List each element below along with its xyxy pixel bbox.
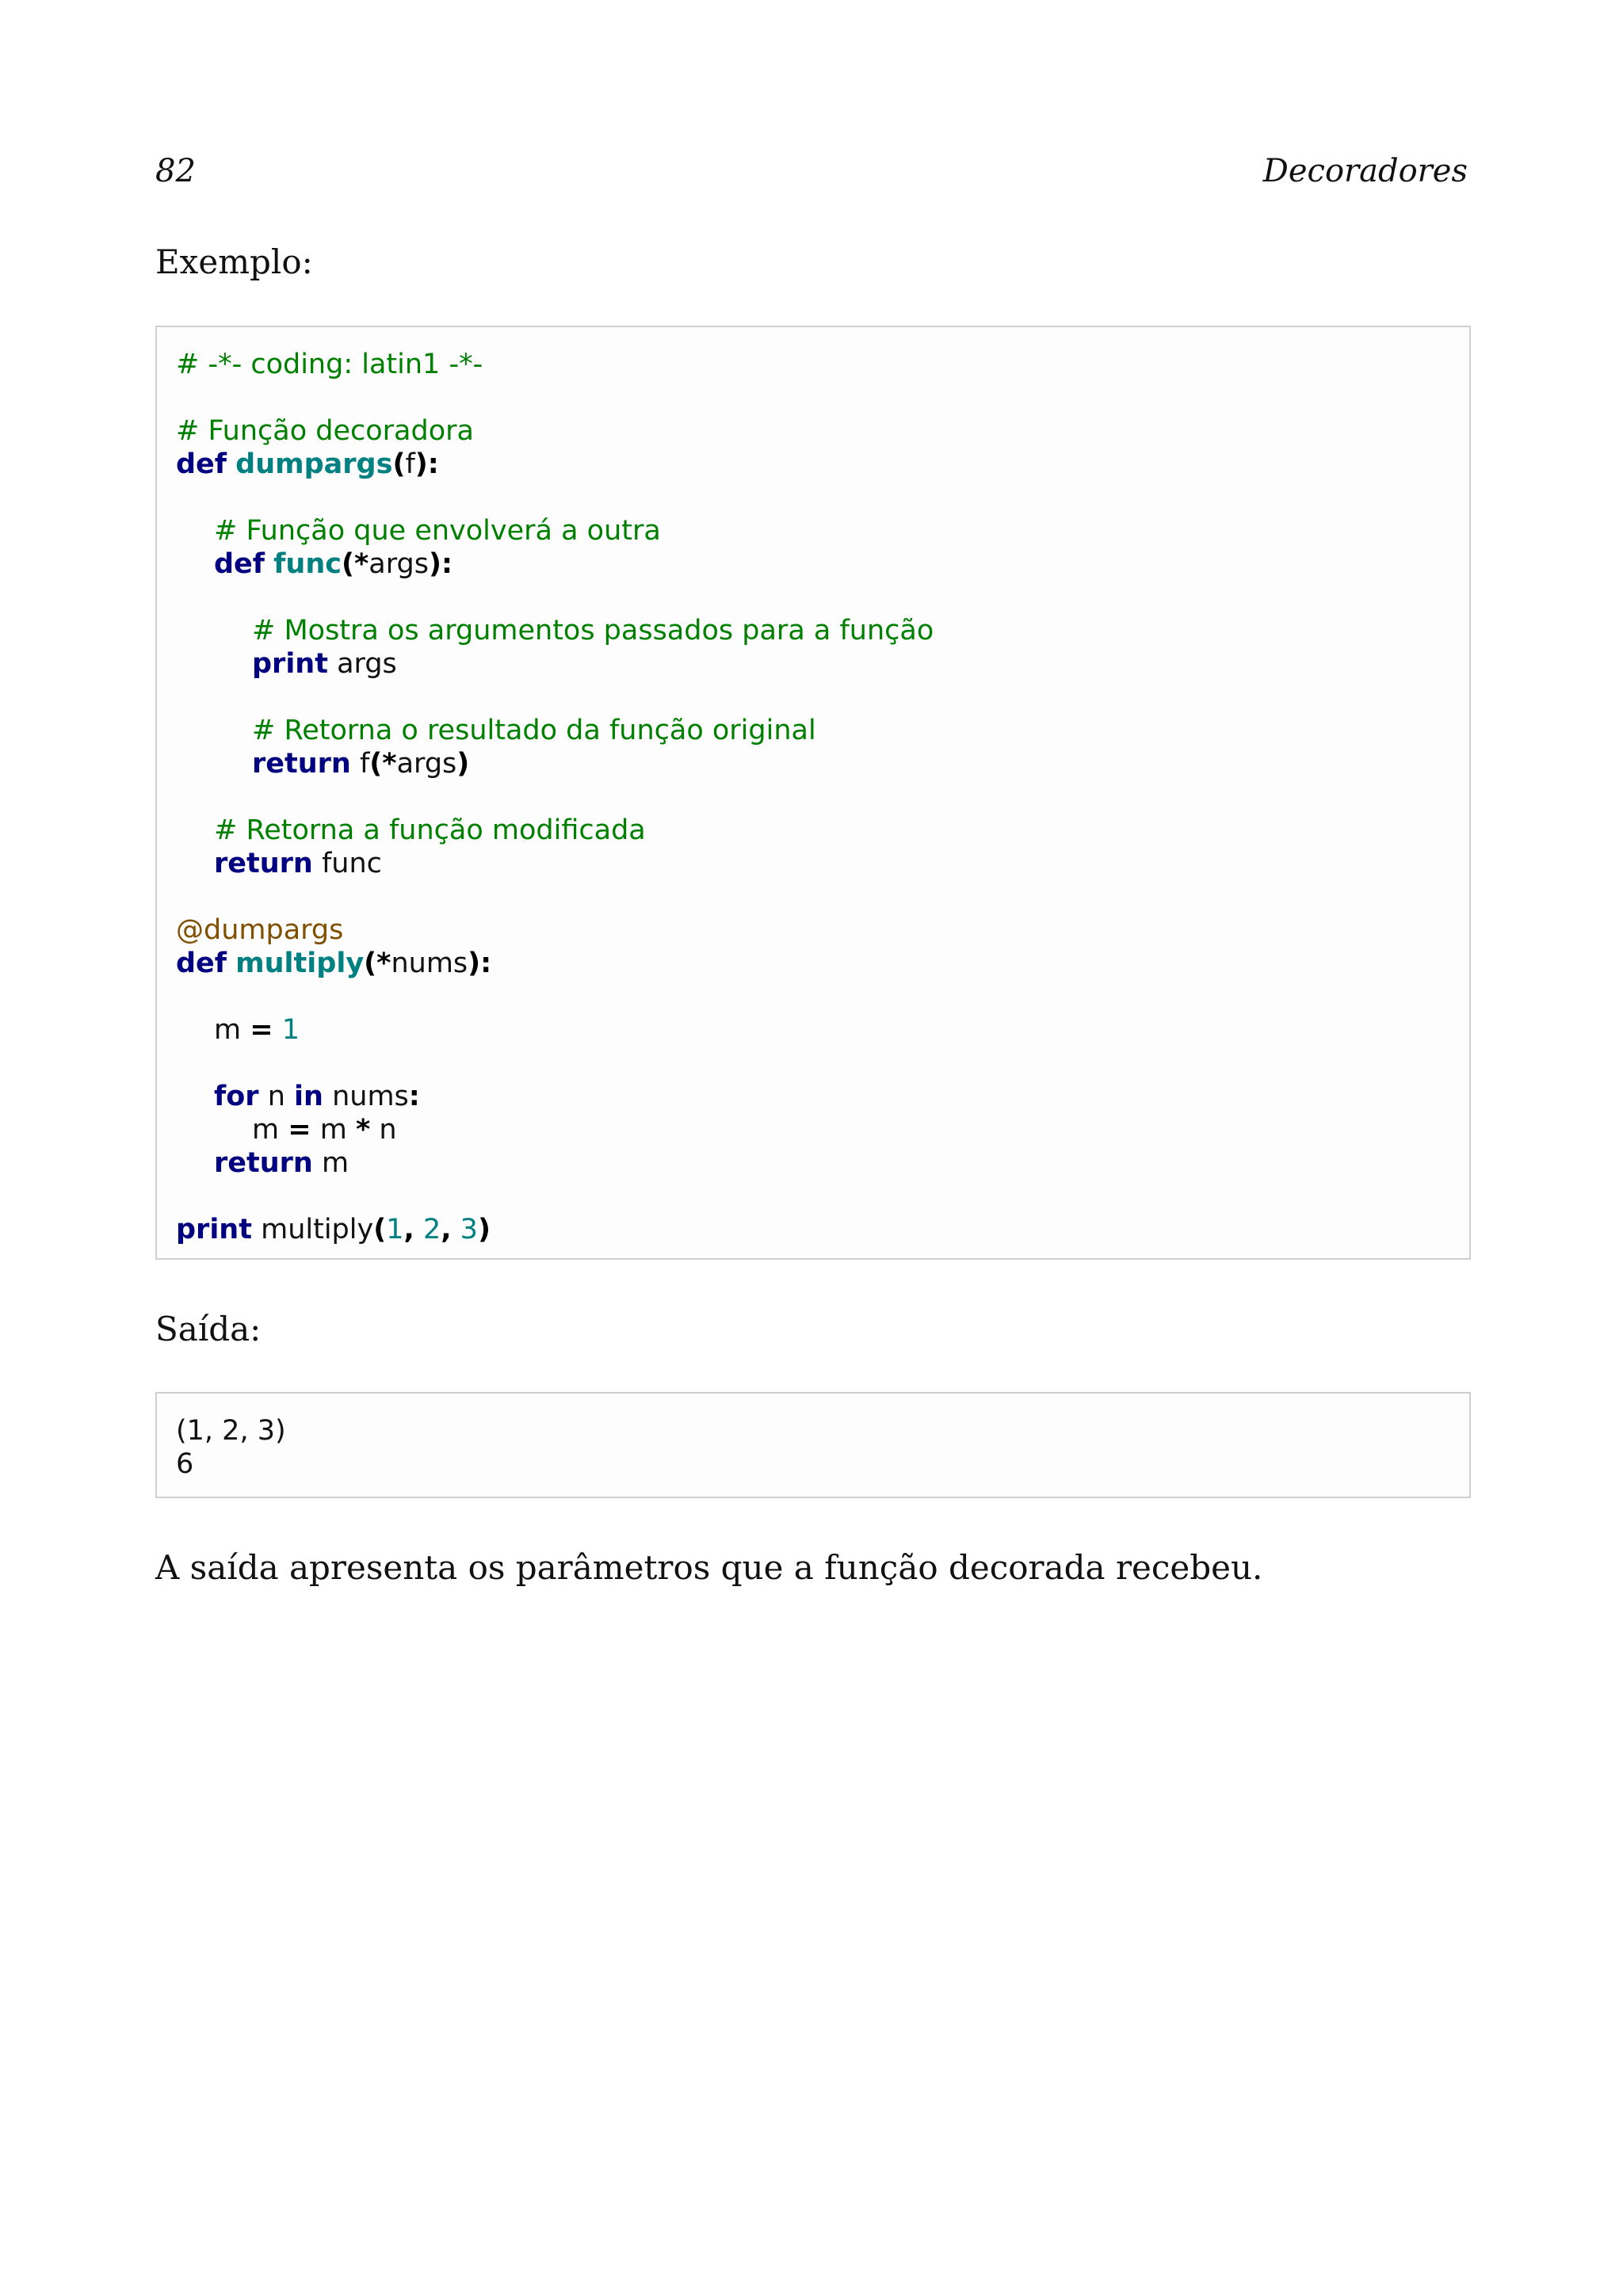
output-label: Saída: bbox=[155, 1310, 262, 1348]
code-identifier: args bbox=[396, 748, 457, 780]
code-function-name: multiply bbox=[235, 948, 365, 979]
code-line bbox=[176, 814, 1469, 847]
code-keyword: print bbox=[176, 1214, 252, 1245]
code-line bbox=[176, 514, 1469, 547]
code-identifier: args bbox=[337, 648, 397, 680]
code-blank-line bbox=[176, 880, 1469, 913]
code-function-name: dumpargs bbox=[235, 448, 393, 480]
example-label: Exemplo: bbox=[155, 242, 313, 281]
code-line bbox=[176, 1213, 1469, 1246]
code-operator: ): bbox=[468, 948, 492, 979]
code-line bbox=[176, 913, 1469, 947]
code-line bbox=[176, 1080, 1469, 1113]
code-keyword: return bbox=[214, 1147, 313, 1179]
code-identifier: nums bbox=[332, 1081, 409, 1112]
code-operator: ) bbox=[456, 748, 470, 780]
code-line bbox=[176, 1146, 1469, 1180]
chapter-title: Decoradores bbox=[1262, 153, 1468, 189]
code-number: 1 bbox=[386, 1214, 404, 1245]
code-line bbox=[176, 448, 1469, 481]
code-function-name: func bbox=[273, 548, 342, 580]
code-keyword: print bbox=[252, 648, 328, 680]
code-identifier: f bbox=[359, 748, 370, 780]
code-comment: # -*- coding: latin1 -*- bbox=[176, 349, 483, 380]
code-operator: * bbox=[355, 1114, 371, 1146]
code-number: 2 bbox=[422, 1214, 441, 1245]
code-blank-line bbox=[176, 980, 1469, 1013]
code-identifier: multiply bbox=[261, 1214, 374, 1245]
code-operator: , bbox=[403, 1214, 414, 1245]
code-keyword: return bbox=[252, 748, 351, 780]
code-operator: (* bbox=[364, 948, 391, 979]
code-comment: # Retorna o resultado da função original bbox=[252, 715, 816, 746]
code-line bbox=[176, 1013, 1469, 1047]
output-line: 6 bbox=[176, 1448, 194, 1480]
code-identifier: m bbox=[252, 1114, 280, 1146]
code-line bbox=[176, 714, 1469, 747]
code-keyword: def bbox=[176, 948, 227, 979]
code-operator: , bbox=[441, 1214, 452, 1245]
code-operator: (* bbox=[341, 548, 369, 580]
code-identifier: m bbox=[319, 1114, 347, 1146]
code-operator: ( bbox=[373, 1214, 387, 1245]
code-identifier: args bbox=[369, 548, 429, 580]
code-line bbox=[176, 947, 1469, 980]
code-keyword: def bbox=[176, 448, 227, 480]
code-operator: ): bbox=[428, 548, 453, 580]
code-blank-line bbox=[176, 581, 1469, 614]
code-operator: (* bbox=[369, 748, 397, 780]
code-comment: # Função que envolverá a outra bbox=[214, 515, 661, 547]
code-line bbox=[176, 1113, 1469, 1146]
code-operator: ) bbox=[477, 1214, 491, 1245]
code-line bbox=[176, 348, 1469, 381]
code-keyword: in bbox=[294, 1081, 323, 1112]
page-number: 82 bbox=[155, 153, 196, 189]
code-comment: # Mostra os argumentos passados para a função bbox=[252, 615, 934, 646]
code-comment: # Função decoradora bbox=[176, 415, 474, 447]
code-line bbox=[176, 547, 1469, 581]
code-blank-line bbox=[176, 780, 1469, 814]
output-line: (1, 2, 3) bbox=[176, 1415, 286, 1447]
code-comment: # Retorna a função modificada bbox=[214, 814, 646, 846]
code-operator: ( bbox=[392, 448, 406, 480]
code-identifier: n bbox=[379, 1114, 397, 1146]
code-line bbox=[176, 647, 1469, 681]
code-identifier: n bbox=[267, 1081, 285, 1112]
code-identifier: m bbox=[321, 1147, 349, 1179]
code-line bbox=[176, 747, 1469, 780]
body-paragraph: A saída apresenta os parâmetros que a função decorada recebeu. bbox=[155, 1548, 1263, 1587]
code-number: 1 bbox=[281, 1014, 300, 1046]
output-listing bbox=[155, 1392, 1471, 1498]
code-blank-line bbox=[176, 1180, 1469, 1213]
code-identifier: nums bbox=[391, 948, 468, 979]
code-identifier: func bbox=[321, 848, 382, 879]
code-blank-line bbox=[176, 1047, 1469, 1080]
code-operator: : bbox=[408, 1081, 420, 1112]
code-blank-line bbox=[176, 681, 1469, 714]
code-decorator: @dumpargs bbox=[176, 914, 344, 946]
code-line bbox=[176, 614, 1469, 647]
code-number: 3 bbox=[460, 1214, 478, 1245]
code-operator: ): bbox=[414, 448, 439, 480]
code-blank-line bbox=[176, 481, 1469, 514]
code-blank-line bbox=[176, 381, 1469, 414]
code-line bbox=[176, 847, 1469, 880]
code-listing bbox=[155, 326, 1471, 1260]
code-keyword: return bbox=[214, 848, 313, 879]
code-operator: = bbox=[250, 1014, 273, 1046]
running-header bbox=[155, 155, 1468, 187]
code-operator: = bbox=[288, 1114, 311, 1146]
code-line bbox=[176, 414, 1469, 448]
code-keyword: def bbox=[214, 548, 265, 580]
code-identifier: m bbox=[214, 1014, 242, 1046]
code-identifier: f bbox=[405, 448, 415, 480]
code-keyword: for bbox=[214, 1081, 259, 1112]
